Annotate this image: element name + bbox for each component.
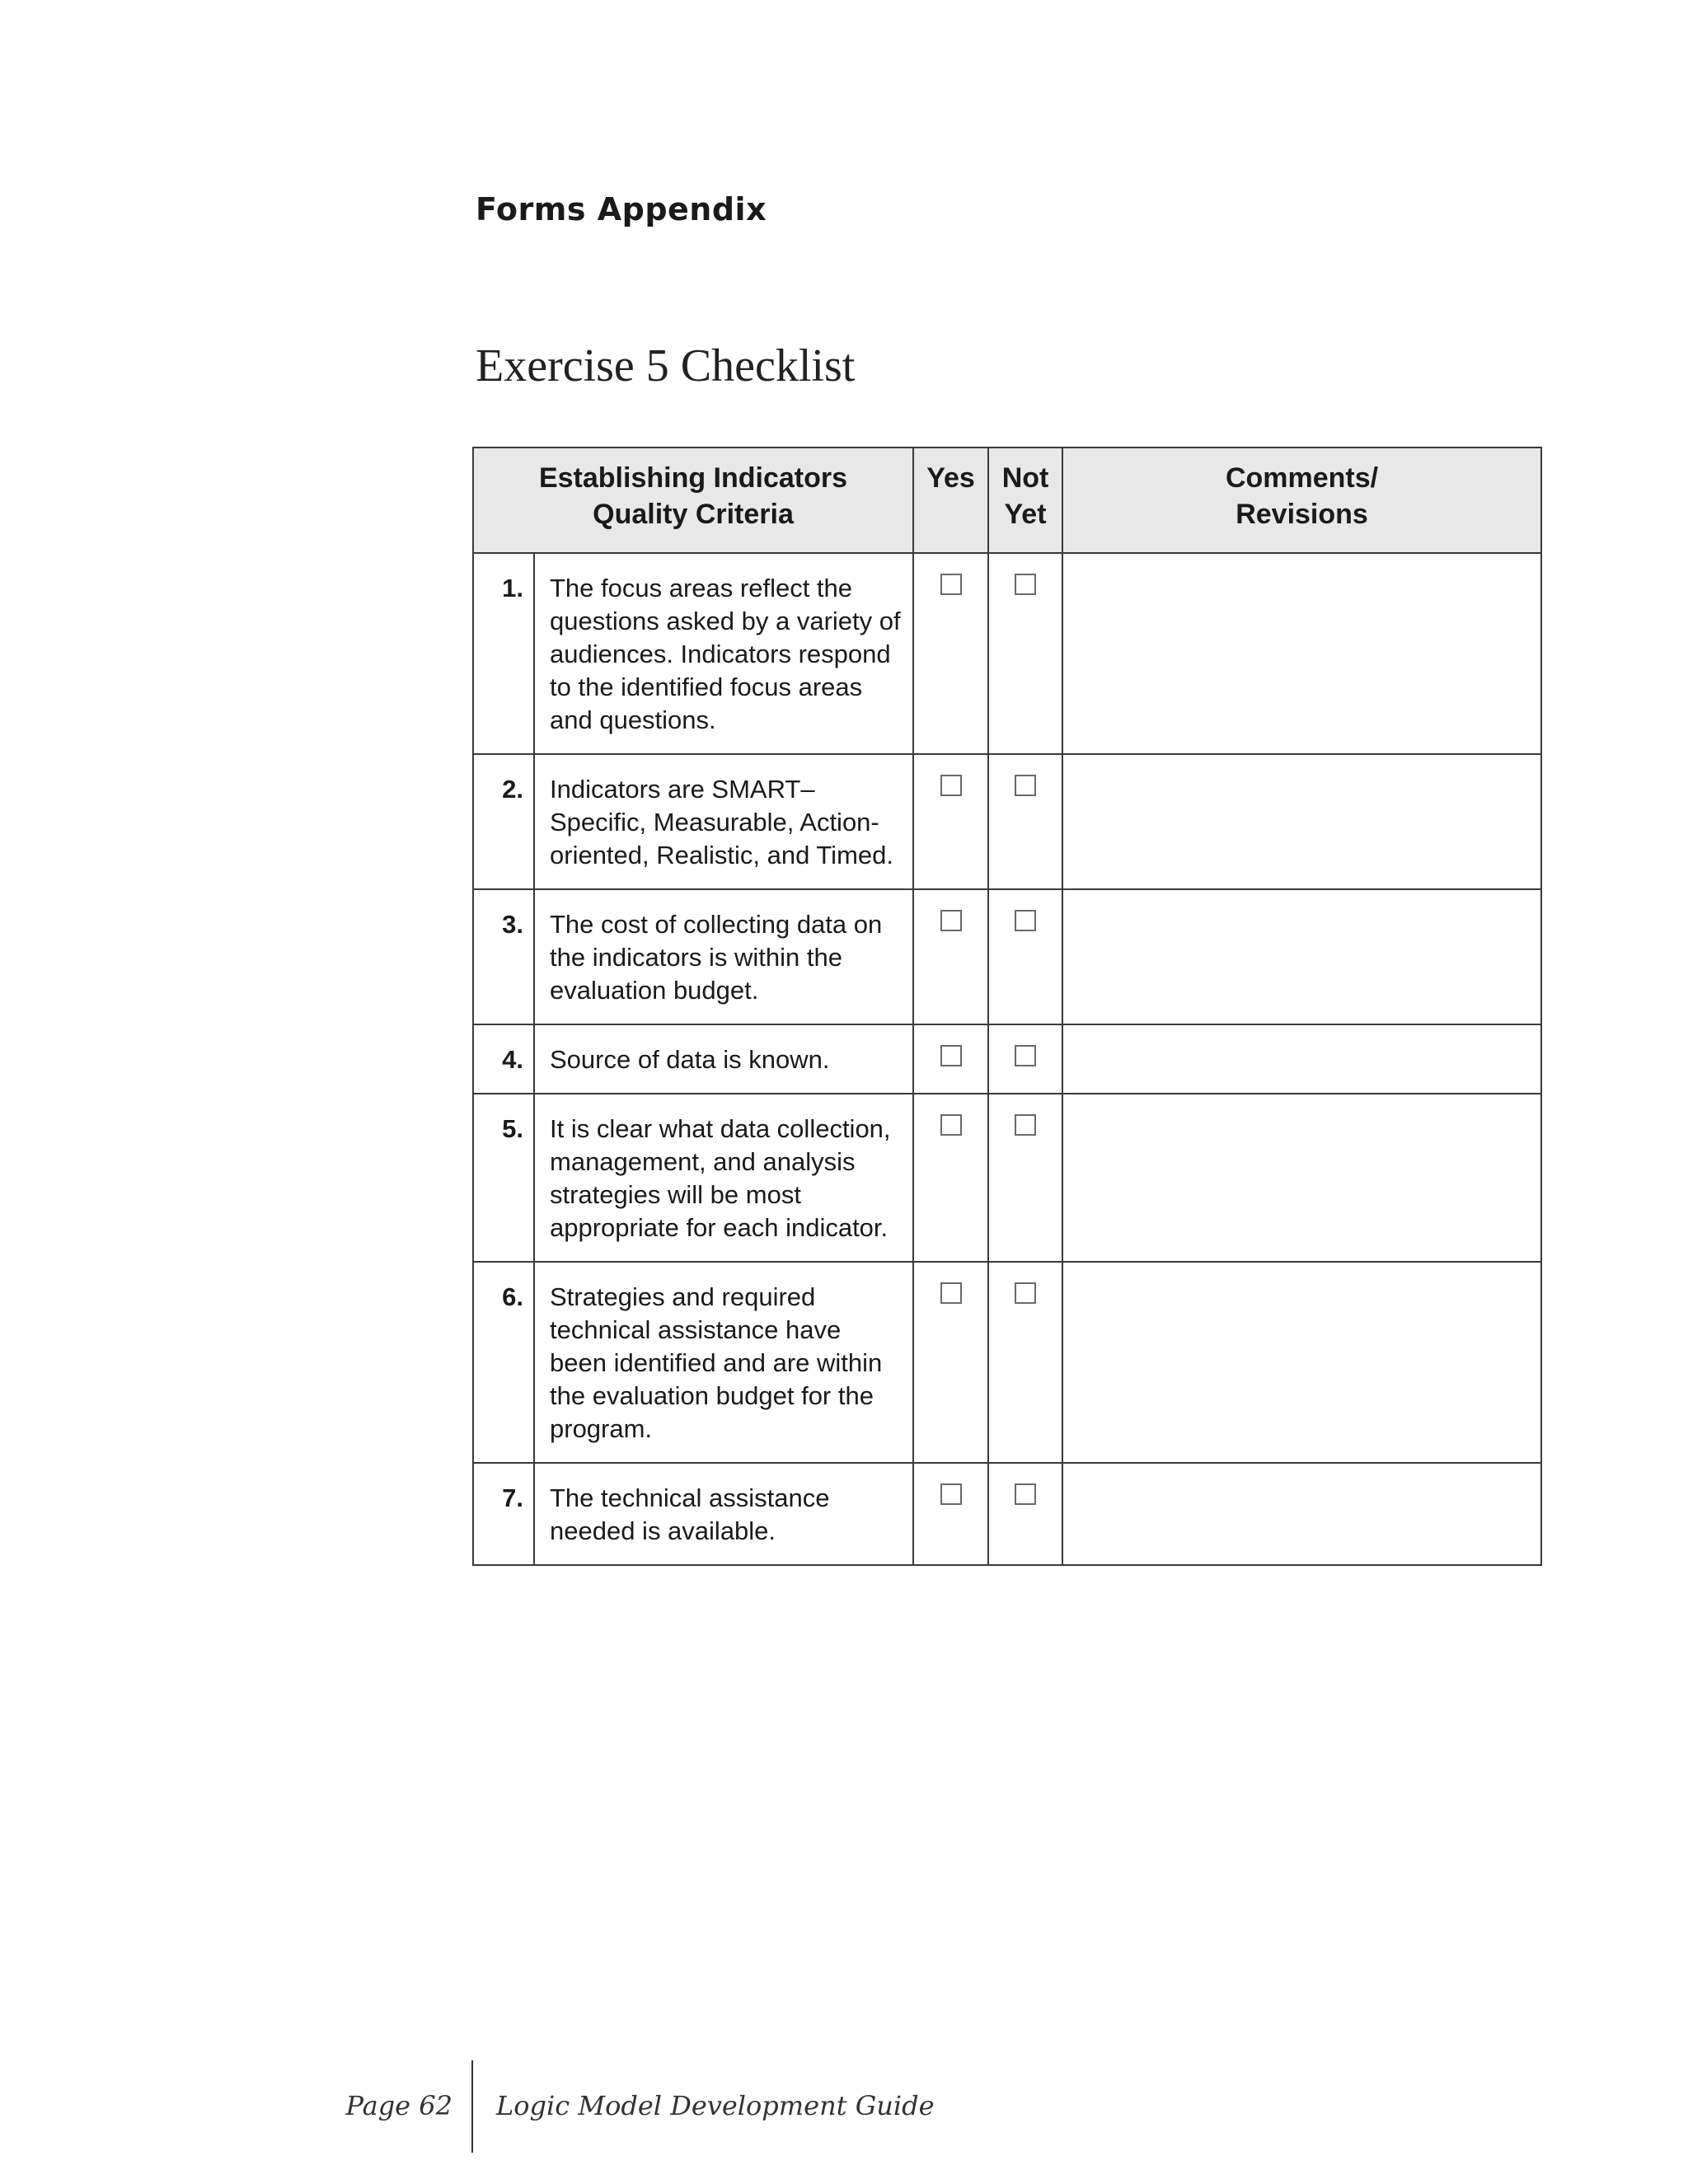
row-number: 4.: [473, 1024, 534, 1094]
table-row: [473, 553, 1541, 754]
criterion-text: The technical assistance needed is available.: [534, 1463, 913, 1565]
checklist-table: [472, 447, 1542, 1566]
table-header-row: [473, 448, 1541, 553]
not-yet-checkbox[interactable]: [1015, 1114, 1036, 1136]
not-yet-header-line1: Not: [1001, 462, 1049, 494]
criteria-header-line1: Establishing Indicators: [538, 462, 848, 494]
not-yet-cell: [988, 1463, 1062, 1565]
row-number: 7.: [473, 1463, 534, 1565]
comments-cell[interactable]: [1062, 553, 1541, 754]
comments-header-line1: Comments/: [1225, 462, 1379, 494]
footer-divider: [471, 2060, 473, 2153]
comments-cell[interactable]: [1062, 1094, 1541, 1262]
criterion-text: The cost of collecting data on the indicators is within the evaluation budget.: [534, 889, 913, 1024]
section-label: Forms Appendix: [476, 191, 767, 227]
yes-cell: [913, 889, 988, 1024]
yes-checkbox[interactable]: [940, 910, 962, 931]
comments-column-header: [1062, 448, 1541, 553]
footer-page-number: Page 62: [345, 2090, 452, 2121]
not-yet-cell: [988, 1262, 1062, 1463]
yes-column-header: [913, 448, 988, 553]
not-yet-cell: [988, 1024, 1062, 1094]
criteria-column-header: [473, 448, 913, 553]
criterion-text: Strategies and required technical assistance have been identified and are within the evaluation budget for the program.: [534, 1262, 913, 1463]
yes-cell: [913, 1094, 988, 1262]
table-row: [473, 754, 1541, 889]
table-row: [473, 889, 1541, 1024]
criterion-text: It is clear what data collection, management, and analysis strategies will be most appropriate for each indicator.: [534, 1094, 913, 1262]
comments-cell[interactable]: [1062, 754, 1541, 889]
comments-cell[interactable]: [1062, 889, 1541, 1024]
yes-checkbox[interactable]: [940, 1114, 962, 1136]
not-yet-checkbox[interactable]: [1015, 1483, 1036, 1505]
comments-cell[interactable]: [1062, 1463, 1541, 1565]
not-yet-cell: [988, 553, 1062, 754]
criterion-text: Indicators are SMART– Specific, Measurable, Action-oriented, Realistic, and Timed.: [534, 754, 913, 889]
not-yet-column-header: [988, 448, 1062, 553]
not-yet-cell: [988, 1094, 1062, 1262]
yes-header-label: Yes: [926, 462, 975, 494]
not-yet-checkbox[interactable]: [1015, 1045, 1036, 1066]
yes-cell: [913, 754, 988, 889]
comments-cell[interactable]: [1062, 1262, 1541, 1463]
table-row: [473, 1262, 1541, 1463]
page-footer: [0, 2060, 1688, 2153]
not-yet-checkbox[interactable]: [1015, 1282, 1036, 1304]
yes-checkbox[interactable]: [940, 775, 962, 796]
row-number: 2.: [473, 754, 534, 889]
page-title: Exercise 5 Checklist: [476, 340, 856, 391]
yes-checkbox[interactable]: [940, 1045, 962, 1066]
not-yet-cell: [988, 754, 1062, 889]
yes-cell: [913, 1463, 988, 1565]
row-number: 3.: [473, 889, 534, 1024]
row-number: 6.: [473, 1262, 534, 1463]
table-row: [473, 1024, 1541, 1094]
yes-cell: [913, 1024, 988, 1094]
not-yet-cell: [988, 889, 1062, 1024]
table-row: [473, 1463, 1541, 1565]
row-number: 1.: [473, 553, 534, 754]
not-yet-header-line2: Yet: [1004, 499, 1047, 530]
comments-header-line2: Revisions: [1236, 499, 1368, 530]
not-yet-checkbox[interactable]: [1015, 574, 1036, 595]
criterion-text: The focus areas reflect the questions asked by a variety of audiences. Indicators respond to the identified focus areas and questions.: [534, 553, 913, 754]
not-yet-checkbox[interactable]: [1015, 775, 1036, 796]
yes-checkbox[interactable]: [940, 574, 962, 595]
yes-cell: [913, 1262, 988, 1463]
criterion-text: Source of data is known.: [534, 1024, 913, 1094]
footer-guide-title: Logic Model Development Guide: [496, 2090, 935, 2121]
yes-checkbox[interactable]: [940, 1483, 962, 1505]
yes-checkbox[interactable]: [940, 1282, 962, 1304]
yes-cell: [913, 553, 988, 754]
not-yet-checkbox[interactable]: [1015, 910, 1036, 931]
criteria-header-line2: Quality Criteria: [593, 499, 794, 530]
table-row: [473, 1094, 1541, 1262]
row-number: 5.: [473, 1094, 534, 1262]
comments-cell[interactable]: [1062, 1024, 1541, 1094]
